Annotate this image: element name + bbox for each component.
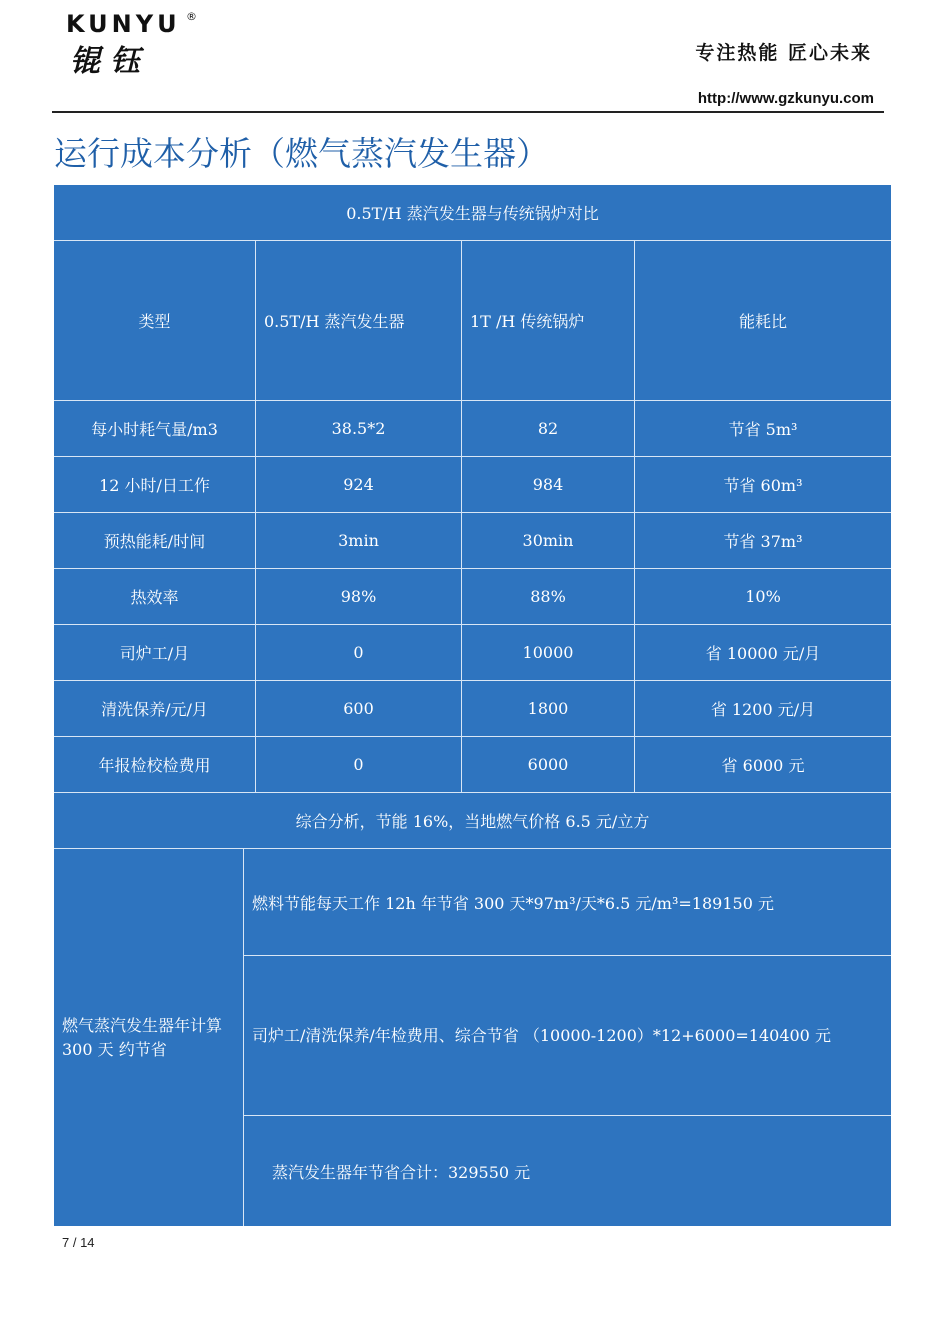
header-divider [52, 111, 884, 113]
header-traditional-boiler: 1T /H 传统锅炉 [470, 312, 585, 331]
logo-registered-mark: ® [186, 10, 197, 23]
table-cell: 预热能耗/时间 [103, 532, 206, 551]
logo-cn: 锟钰 [70, 44, 150, 79]
table-cell: 924 [343, 475, 374, 494]
table-cell: 6000 [527, 755, 569, 774]
table-cell: 30min [522, 531, 574, 550]
table-cell: 3min [338, 531, 379, 550]
header-steam-generator: 0.5T/H 蒸汽发生器 [264, 312, 405, 331]
table-cell: 节省 5m³ [728, 420, 798, 439]
table-cell: 年报检校检费用 [98, 756, 211, 775]
table-cell: 节省 60m³ [723, 476, 803, 495]
table-cell: 600 [343, 699, 374, 718]
page-title: 运行成本分析（燃气蒸汽发生器） [54, 134, 549, 173]
table-cell: 节省 37m³ [723, 532, 803, 551]
table-cell: 清洗保养/元/月 [101, 700, 208, 719]
table-cell: 每小时耗气量/m3 [91, 420, 218, 439]
logo-en: KUNYU [66, 10, 181, 38]
company-url[interactable]: http://www.gzkunyu.com [697, 90, 874, 107]
table-cell: 省 10000 元/月 [705, 644, 821, 663]
table-cell: 10% [745, 587, 781, 606]
header-type: 类型 [138, 312, 171, 331]
table-cell: 热效率 [130, 588, 179, 607]
table-cell: 司炉工/月 [119, 644, 190, 663]
table-cell: 1800 [527, 699, 569, 718]
header-energy-ratio: 能耗比 [738, 312, 787, 331]
fuel-savings: 燃料节能每天工作 12h 年节省 300 天*97m³/天*6.5 元/m³=189150 元 [252, 893, 774, 913]
table-cell: 省 1200 元/月 [710, 700, 816, 719]
page-number: 7 / 14 [62, 1235, 95, 1250]
table-cell: 38.5*2 [331, 419, 386, 438]
table-cell: 984 [532, 475, 564, 494]
annual-savings-label: 燃气蒸汽发生器年计算 300 天 约节省 [62, 1015, 223, 1059]
summary-row: 综合分析，节能 16%，当地燃气价格 6.5 元/立方 [295, 812, 650, 831]
table-cell: 省 6000 元 [721, 756, 805, 775]
grid-line [634, 241, 635, 792]
table-cell: 0 [353, 643, 364, 662]
table-cell: 12 小时/日工作 [99, 476, 210, 495]
table-cell: 82 [537, 419, 559, 438]
table-cell: 88% [530, 587, 566, 606]
table-cell: 10000 [522, 643, 574, 662]
grid-line [461, 241, 462, 792]
table-caption: 0.5T/H 蒸汽发生器与传统锅炉对比 [346, 204, 599, 223]
comparison-table [54, 185, 891, 1226]
total-annual-savings: 蒸汽发生器年节省合计：329550 元 [272, 1162, 531, 1182]
grid-line [255, 241, 256, 792]
labor-maintenance-savings: 司炉工/清洗保养/年检费用、综合节省 （10000-1200）*12+6000=140400 元 [252, 1025, 831, 1045]
table-cell: 0 [353, 755, 364, 774]
slogan: 专注热能 匠心未来 [695, 42, 872, 64]
table-cell: 98% [340, 587, 377, 606]
